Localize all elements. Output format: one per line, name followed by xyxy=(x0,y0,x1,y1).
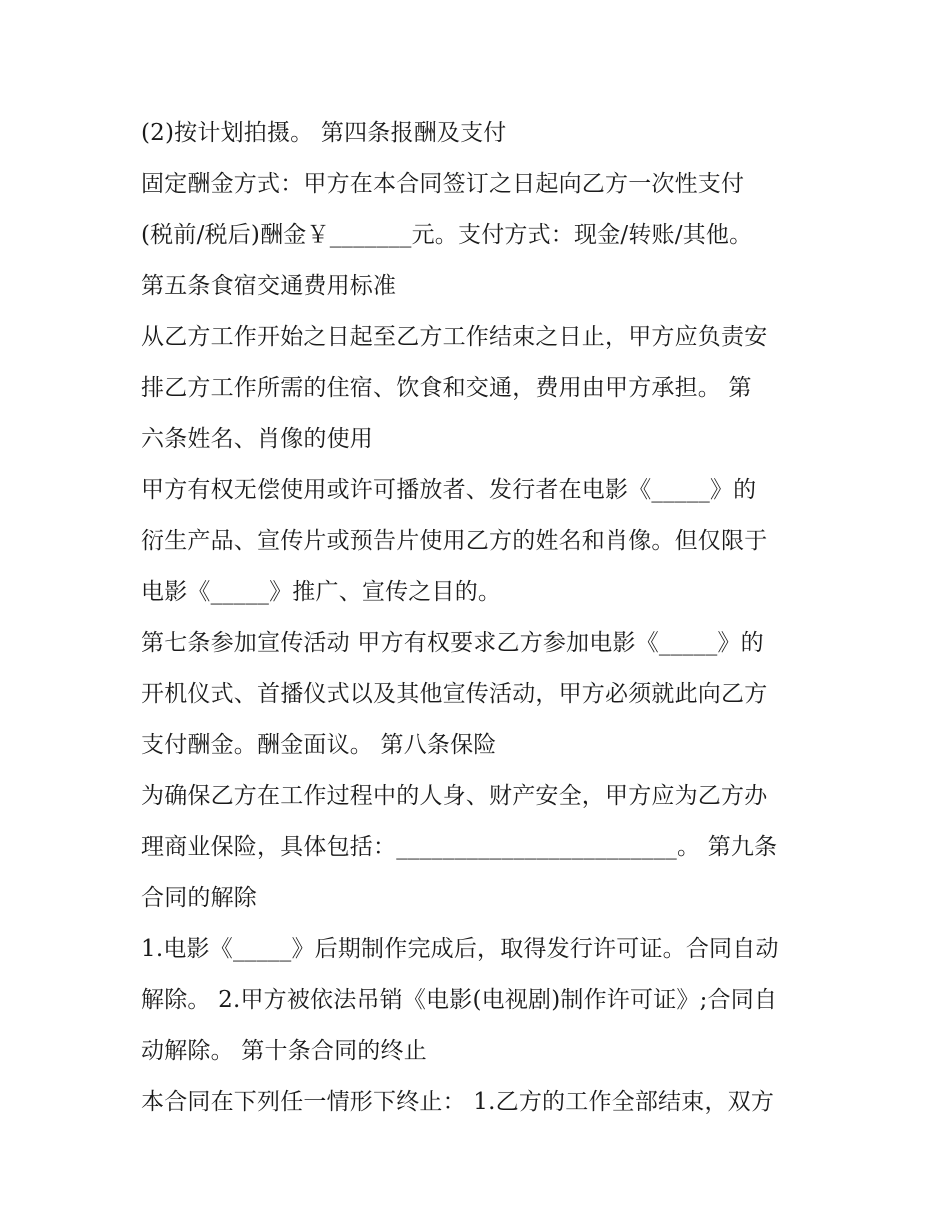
text-line: 从乙方工作开始之日起至乙方工作结束之日止，甲方应负责安 xyxy=(141,324,768,350)
text-line: 支付酬金。酬金面议。 第八条保险 xyxy=(141,732,497,758)
text-line: 固定酬金方式：甲方在本合同签订之日起向乙方一次性支付 xyxy=(141,171,745,197)
document-body xyxy=(141,108,821,1128)
text-line: 合同的解除 xyxy=(141,885,257,911)
text-line: 第七条参加宣传活动 甲方有权要求乙方参加电影《_____》的 xyxy=(141,630,764,656)
text-line: 第五条食宿交通费用标准 xyxy=(141,273,397,299)
text-line: 开机仪式、首播仪式以及其他宣传活动，甲方必须就此向乙方 xyxy=(141,681,768,707)
text-line: 电影《_____》推广、宣传之目的。 xyxy=(141,579,502,605)
text-line: 六条姓名、肖像的使用 xyxy=(141,426,373,452)
text-line: 解除。 2.甲方被依法吊销《电影(电视剧)制作许可证》;合同自 xyxy=(141,987,778,1013)
text-line: 理商业保险，具体包括：________________________。 第九条 xyxy=(141,834,778,860)
text-line: 本合同在下列任一情形下终止： 1.乙方的工作全部结束，双方 xyxy=(141,1089,775,1115)
text-line: 排乙方工作所需的住宿、饮食和交通，费用由甲方承担。 第 xyxy=(141,375,752,401)
text-line: 甲方有权无偿使用或许可播放者、发行者在电影《_____》的 xyxy=(141,477,757,503)
text-line: (2)按计划拍摄。 第四条报酬及支付 xyxy=(141,120,507,146)
text-line: (税前/税后)酬金￥_______元。支付方式：现金/转账/其他。 xyxy=(141,222,753,248)
text-line: 衍生产品、宣传片或预告片使用乙方的姓名和肖像。但仅限于 xyxy=(141,528,768,554)
text-line: 动解除。 第十条合同的终止 xyxy=(141,1038,427,1064)
text-line: 1.电影《_____》后期制作完成后，取得发行许可证。合同自动 xyxy=(141,936,779,962)
text-line: 为确保乙方在工作过程中的人身、财产安全，甲方应为乙方办 xyxy=(141,783,768,809)
